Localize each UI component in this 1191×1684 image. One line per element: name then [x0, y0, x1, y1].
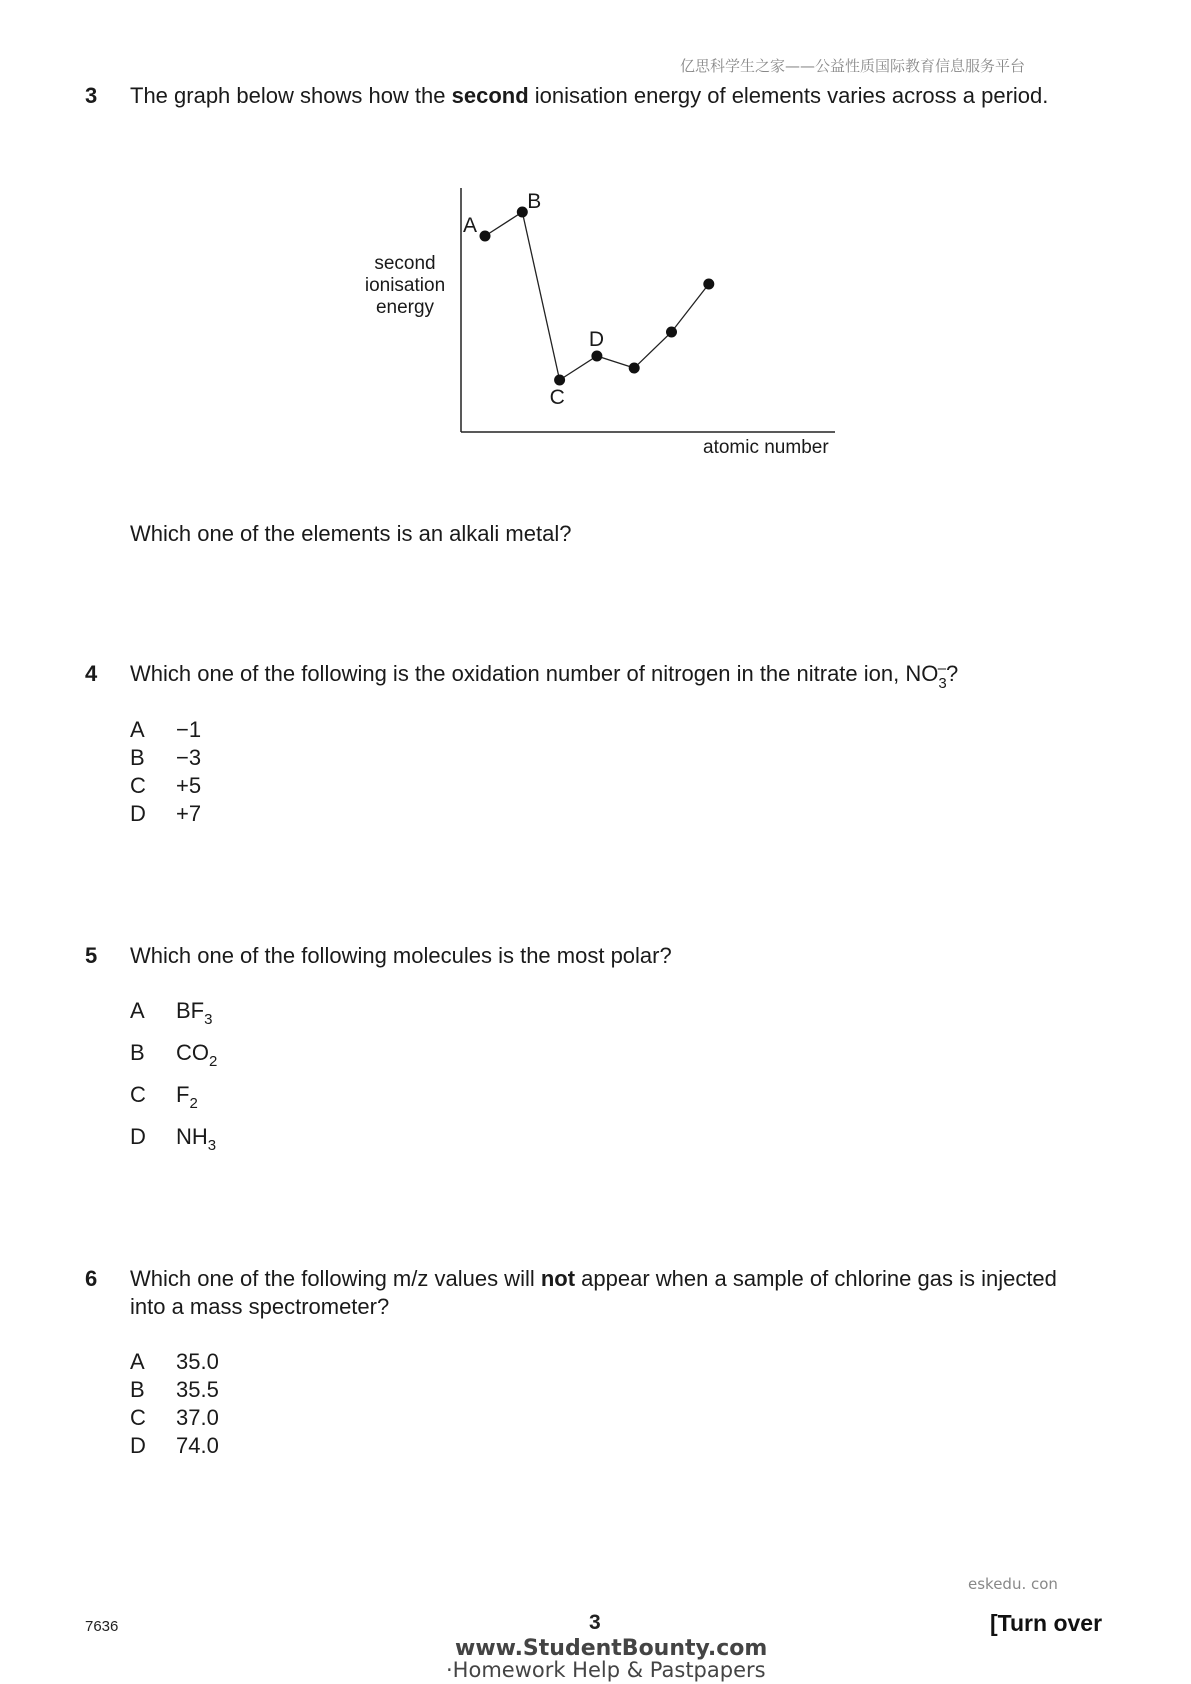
- option-value: +5: [176, 773, 202, 798]
- y-axis-label-line-3: energy: [375, 297, 435, 318]
- option-value: 74.0: [176, 1433, 219, 1458]
- question-5-number: 5: [85, 943, 98, 968]
- option-letter: A: [130, 717, 145, 742]
- option-letter: C: [130, 773, 146, 798]
- paper-code: 7636: [85, 1618, 119, 1635]
- point-label: B: [527, 190, 542, 213]
- y-axis-label-line-1: second: [374, 253, 436, 274]
- option-letter: B: [130, 1377, 145, 1402]
- data-point: [480, 231, 491, 242]
- question-6-text: [130, 1265, 1090, 1321]
- formula-subscript: 3: [204, 1011, 213, 1028]
- option-letter: D: [130, 1433, 146, 1458]
- option-letter: A: [130, 998, 145, 1023]
- question-4-text: [130, 660, 1090, 691]
- data-point: [629, 363, 640, 374]
- q4-option-b[interactable]: [130, 745, 201, 771]
- ionisation-energy-chart: [350, 180, 850, 470]
- option-value: −1: [176, 717, 202, 742]
- formula-base: CO: [176, 1040, 209, 1065]
- point-label: C: [549, 386, 565, 409]
- option-value: 35.0: [176, 1349, 219, 1374]
- y-axis-label-line-2: ionisation: [364, 275, 446, 296]
- q4-formula-subscript: 3: [938, 675, 947, 692]
- data-point: [666, 327, 677, 338]
- data-point: [554, 375, 565, 386]
- q5-option-a[interactable]: [130, 998, 213, 1028]
- option-letter: A: [130, 1349, 145, 1374]
- page-number: 3: [589, 1611, 601, 1634]
- q4-option-d[interactable]: [130, 801, 201, 827]
- x-axis-label: atomic number: [703, 437, 829, 458]
- option-letter: B: [130, 1040, 145, 1065]
- question-3-number: 3: [85, 83, 98, 108]
- formula-subscript: 3: [207, 1137, 217, 1154]
- question-3-text: [130, 82, 1090, 110]
- studentbounty-url[interactable]: www.StudentBounty.com: [455, 1636, 768, 1661]
- question-5-text: Which one of the following molecules is the most polar?: [130, 943, 672, 968]
- point-label: D: [588, 328, 605, 351]
- q4-text: Which one of the following is the oxidation number of nitrogen in the nitrate ion, NO: [130, 661, 939, 686]
- header-banner: 亿思科学生之家——公益性质国际教育信息服务平台: [680, 57, 1026, 75]
- q5-option-c[interactable]: [130, 1082, 198, 1112]
- q6-option-d[interactable]: [130, 1433, 219, 1459]
- watermark-text: eskedu. con: [968, 1575, 1058, 1593]
- q6-text-after: appear when a sample of chlorine gas is injected into a mass spectrometer?: [130, 1266, 1057, 1319]
- option-letter: C: [130, 1405, 146, 1430]
- q6-option-b[interactable]: [130, 1377, 219, 1403]
- question-6-number: 6: [85, 1266, 98, 1291]
- q6-option-c[interactable]: [130, 1405, 219, 1431]
- formula-base: BF: [176, 998, 205, 1023]
- q5-option-b[interactable]: [130, 1040, 218, 1070]
- formula-subscript: 2: [209, 1053, 218, 1070]
- point-label: A: [463, 214, 478, 237]
- q6-option-a[interactable]: [130, 1349, 219, 1375]
- option-value: 35.5: [176, 1377, 219, 1402]
- data-point: [703, 279, 714, 290]
- question-3-prompt: Which one of the elements is an alkali metal?: [130, 521, 572, 546]
- question-4-number: 4: [85, 661, 98, 686]
- q6-text-bold: not: [540, 1266, 576, 1291]
- q3-text-before: The graph below shows how the: [130, 83, 452, 108]
- q4-question-mark: ?: [946, 661, 959, 686]
- option-letter: C: [130, 1082, 146, 1107]
- q4-formula-superscript: –: [937, 660, 947, 677]
- q6-text-before: Which one of the following m/z values will: [130, 1266, 541, 1291]
- data-point: [591, 351, 602, 362]
- option-letter: D: [130, 1124, 146, 1149]
- q5-option-d[interactable]: [130, 1124, 217, 1154]
- formula-subscript: 2: [189, 1095, 198, 1112]
- q3-text-after: ionisation energy of elements varies across a period.: [528, 83, 1049, 108]
- studentbounty-tagline: ·Homework Help & Pastpapers: [446, 1658, 766, 1682]
- chart-marks: [463, 190, 714, 409]
- option-value: +7: [176, 801, 202, 826]
- option-value: 37.0: [176, 1405, 219, 1430]
- option-value: −3: [176, 745, 202, 770]
- option-letter: B: [130, 745, 145, 770]
- data-point: [517, 207, 528, 218]
- option-letter: D: [130, 801, 146, 826]
- q3-text-bold: second: [451, 83, 529, 108]
- q4-option-a[interactable]: [130, 717, 201, 743]
- formula-base: NH: [176, 1124, 208, 1149]
- formula-base: F: [176, 1082, 190, 1107]
- q4-option-c[interactable]: [130, 773, 201, 799]
- turn-over-label: [Turn over: [990, 1610, 1103, 1636]
